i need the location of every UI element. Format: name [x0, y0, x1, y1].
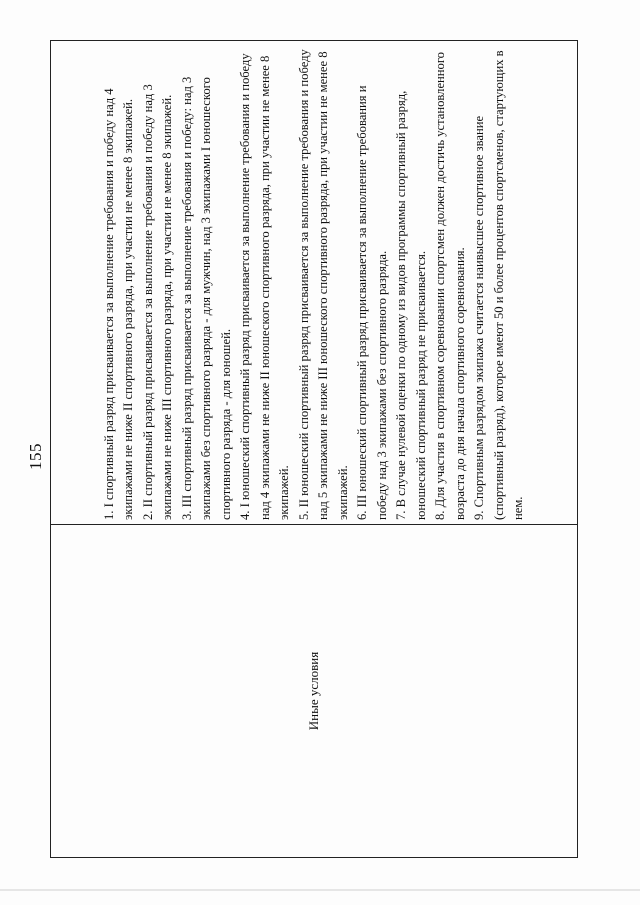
condition-item-6: 6. III юношеский спортивный разряд присваивается за выполнение требования и победу над 3 экипажами без спортивного разряда. [355, 85, 389, 520]
condition-item-3: 3. III спортивный разряд присваивается за выполнение требования и победу: над 3 экипажами без спортивного разряда - для мужчин, над 3 экипажами I юношеского спортивного разряда - для юношей. [179, 76, 233, 520]
condition-item-9: 9. Спортивным разрядом экипажа считается наивысшее спортивное звание (спортивный разряд), которое имеют 50 и более процентов спортсменов, стартующих в нем. [472, 50, 525, 520]
table-row [51, 41, 578, 858]
scan-edge [0, 889, 640, 891]
condition-item-1: 1. I спортивный разряд присваивается за выполнение требования и победу над 4 экипажами не ниже II спортивного разряда, при участии не менее 8 экипажей. [101, 88, 135, 520]
condition-item-2: 2. II спортивный разряд присваивается за выполнение требования и победу над 3 экипажами не ниже III спортивного разряда, при участии не менее 8 экипажей. [140, 84, 174, 520]
conditions-cell [51, 41, 578, 525]
condition-item-7: 7. В случае нулевой оценки по одному из видов программы спортивный разряд, юношеский спортивный разряд не присваивается. [394, 90, 428, 520]
page-number: 155 [26, 443, 45, 470]
rotated-content [26, 40, 580, 858]
condition-item-8: 8. Для участия в спортивном соревновании спортсмен должен достичь установленного возраста до дня начала спортивного соревнования. [433, 52, 467, 520]
requirements-table [50, 40, 578, 858]
condition-item-4: 4. I юношеский спортивный разряд присваивается за выполнение требования и победу над 4 экипажами не ниже II юношеского спортивного разряда, при участии не менее 8 экипажей. [238, 53, 291, 520]
row-label: Иные условия [306, 651, 321, 731]
condition-item-5: 5. II юношеский спортивный разряд присваивается за выполнение требования и победу над 5 экипажами не ниже III юношеского спортивного разряда, при участии не менее 8 экипажей. [296, 49, 350, 520]
row-label-cell [51, 525, 578, 858]
